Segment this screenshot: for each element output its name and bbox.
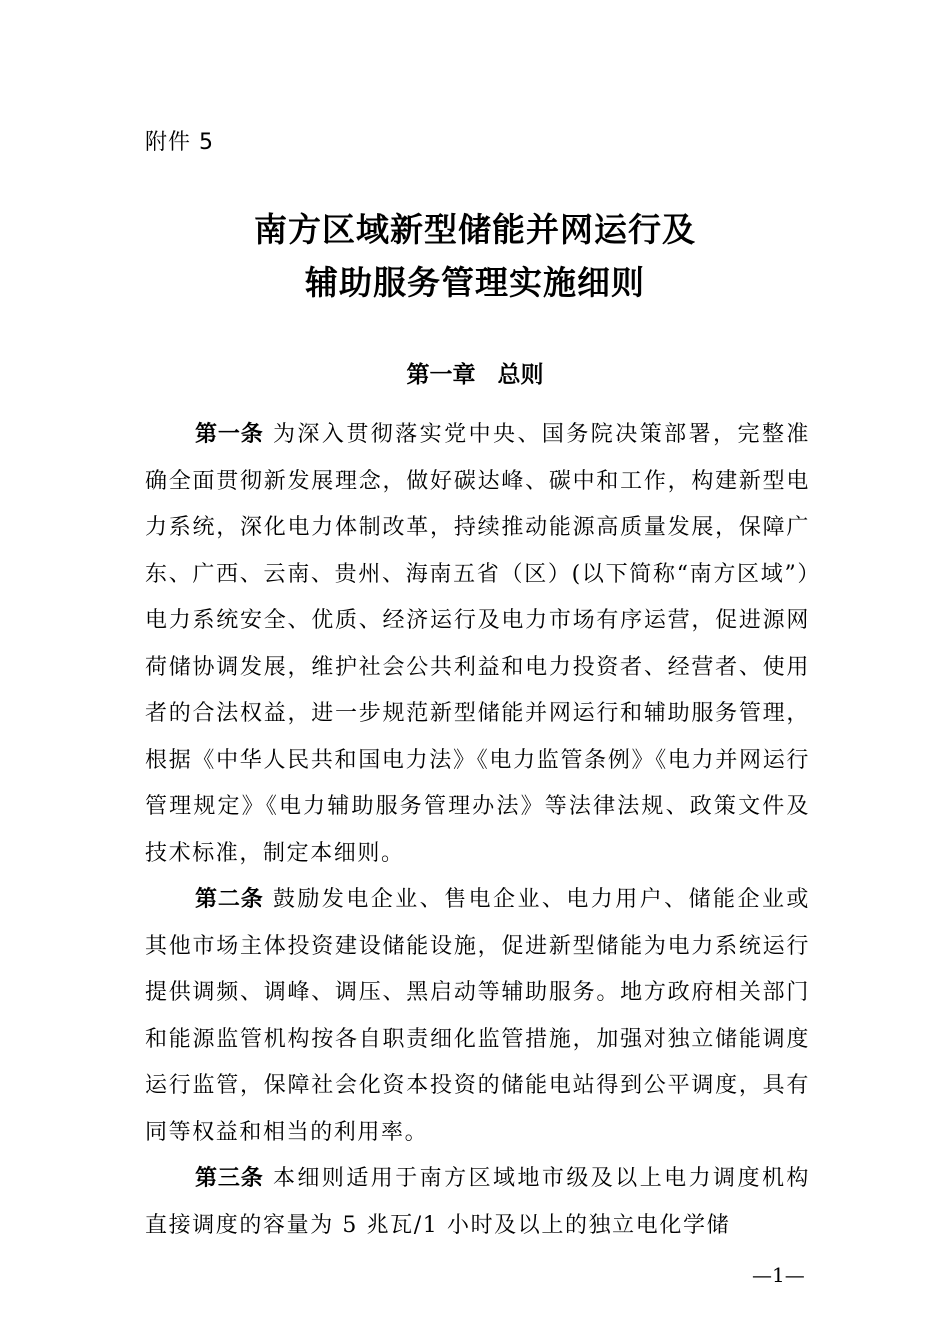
article-2-text: 鼓励发电企业、售电企业、电力用户、储能企业或其他市场主体投资建设储能设施，促进新型储能为电力系统运行提供调频、调峰、调压、黑启动等辅助服务。地方政府相关部门和能源监管机构按各自职责细化监管措施，加强对独立储能调度运行监管，保障社会化资本投资的储能电站得到公平调度，具有同等权益和相当的利用率。 <box>145 887 810 1145</box>
title-line-1: 南方区域新型储能并网运行及 <box>254 210 696 249</box>
article-3 <box>145 1156 810 1249</box>
attachment-label: 附件 5 <box>145 130 214 155</box>
page-number: —1— <box>752 1263 805 1287</box>
article-3-label: 第三条 <box>195 1166 264 1191</box>
chapter-number: 第一章 <box>406 362 476 388</box>
document-title <box>0 203 950 309</box>
article-2-label: 第二条 <box>195 887 264 912</box>
chapter-heading <box>0 358 950 392</box>
article-1 <box>145 412 810 877</box>
article-2 <box>145 877 810 1156</box>
article-1-label: 第一条 <box>195 422 264 447</box>
article-1-text: 为深入贯彻落实党中央、国务院决策部署，完整准确全面贯彻新发展理念，做好碳达峰、碳中和工作，构建新型电力系统，深化电力体制改革，持续推动能源高质量发展，保障广东、广西、云南、贵州、海南五省（区）(以下简称“南方区域”）电力系统安全、优质、经济运行及电力市场有序运营，促进源网荷储协调发展，维护社会公共利益和电力投资者、经营者、使用者的合法权益，进一步规范新型储能并网运行和辅助服务管理，根据《中华人民共和国电力法》《电力监管条例》《电力并网运行管理规定》《电力辅助服务管理办法》等法律法规、政策文件及技术标准，制定本细则。 <box>145 422 810 866</box>
article-3-text: 本细则适用于南方区域地市级及以上电力调度机构直接调度的容量为 5 兆瓦/1 小时及以上的独立电化学储 <box>145 1166 810 1238</box>
body-text <box>145 412 810 1249</box>
title-line-2: 辅助服务管理实施细则 <box>305 263 645 302</box>
chapter-name: 总则 <box>497 362 544 388</box>
